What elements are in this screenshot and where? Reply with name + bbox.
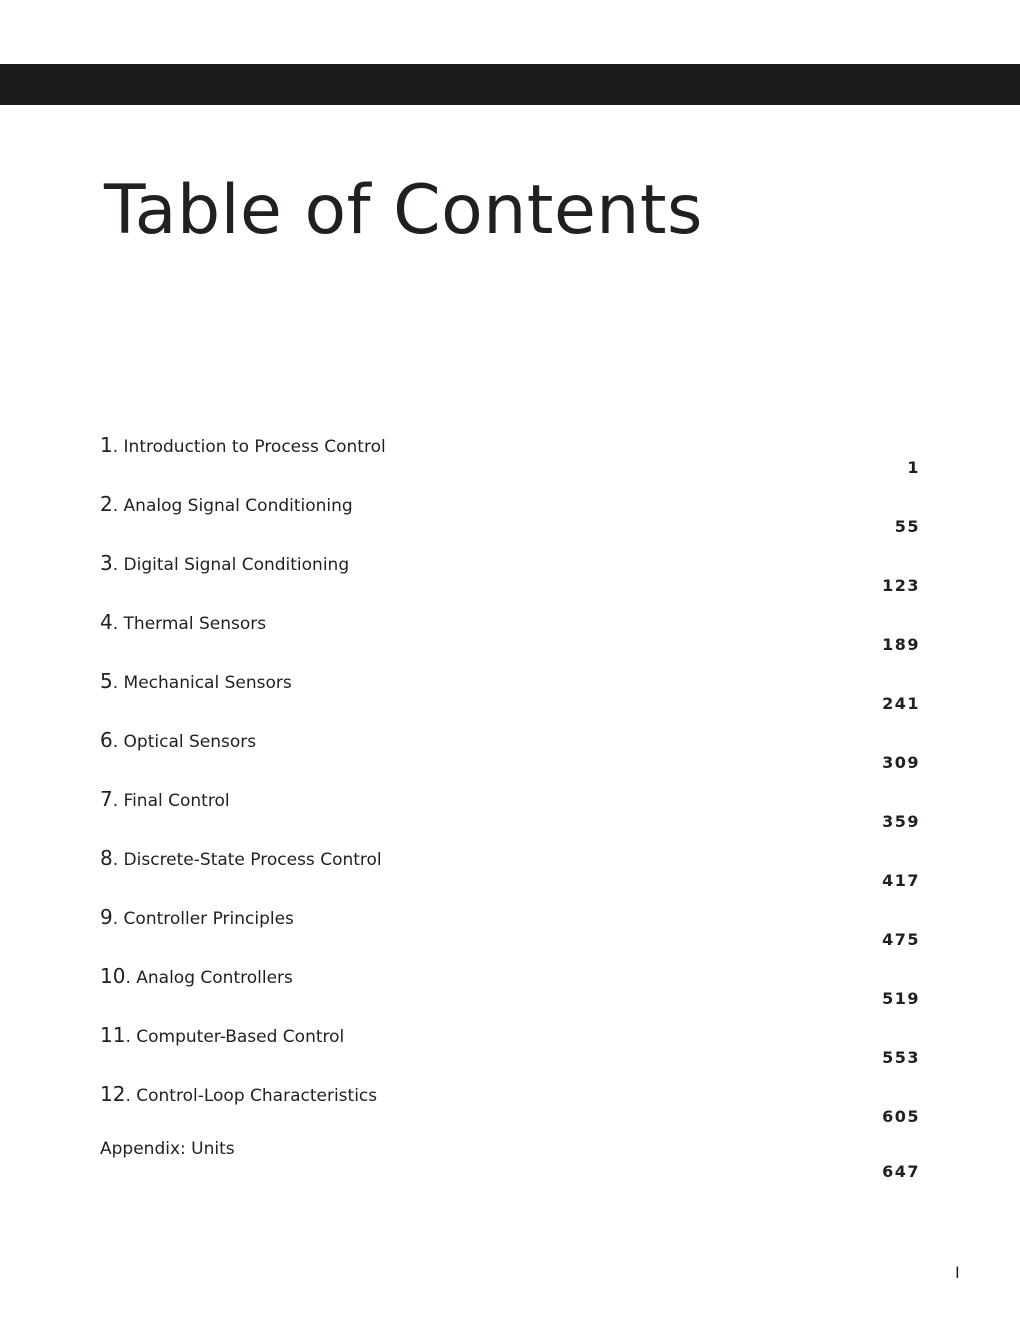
toc-entry-title: 1. Introduction to Process Control <box>100 433 386 457</box>
page-title: Table of Contents <box>104 171 703 250</box>
chapter-title: Optical Sensors <box>123 732 257 752</box>
toc-entry-chapter-7[interactable] <box>0 787 1020 837</box>
chapter-number: 11 <box>100 1023 126 1047</box>
toc-entry-chapter-12[interactable] <box>0 1082 1020 1132</box>
chapter-title: Controller Principles <box>123 909 294 929</box>
chapter-title: Analog Controllers <box>136 968 293 988</box>
chapter-number: 4 <box>100 610 113 634</box>
chapter-title: Discrete-State Process Control <box>123 850 382 870</box>
chapter-number: 6 <box>100 728 113 752</box>
toc-entry-title: 3. Digital Signal Conditioning <box>100 551 350 575</box>
toc-entry-page: 189 <box>882 635 920 654</box>
toc-entry-chapter-4[interactable] <box>0 610 1020 660</box>
appendix-title: Appendix: Units <box>100 1139 235 1159</box>
chapter-title: Final Control <box>123 791 230 811</box>
toc-entry-title: 7. Final Control <box>100 787 230 811</box>
chapter-number: 12 <box>100 1082 126 1106</box>
toc-entry-chapter-10[interactable] <box>0 964 1020 1014</box>
toc-entry-page: 519 <box>882 989 920 1008</box>
toc-entry-title: 6. Optical Sensors <box>100 728 257 752</box>
chapter-title: Thermal Sensors <box>123 614 267 634</box>
chapter-number: 3 <box>100 551 113 575</box>
toc-entry-title: 11. Computer-Based Control <box>100 1023 345 1047</box>
chapter-title: Mechanical Sensors <box>123 673 292 693</box>
chapter-number: 1 <box>100 433 113 457</box>
toc-entry-title: 4. Thermal Sensors <box>100 610 267 634</box>
toc-entry-title: 10. Analog Controllers <box>100 964 293 988</box>
toc-entry-chapter-3[interactable] <box>0 551 1020 601</box>
toc-entry-title: 9. Controller Principles <box>100 905 294 929</box>
chapter-title: Computer-Based Control <box>136 1027 345 1047</box>
chapter-number: 7 <box>100 787 113 811</box>
toc-entry-page: 605 <box>882 1107 920 1126</box>
toc-entry-chapter-2[interactable] <box>0 492 1020 542</box>
toc-entry-page: 123 <box>882 576 920 595</box>
toc-entry-title: 8. Discrete-State Process Control <box>100 846 382 870</box>
toc-entry-title: 5. Mechanical Sensors <box>100 669 292 693</box>
chapter-number: 8 <box>100 846 113 870</box>
toc-entry-page: 1 <box>907 458 920 477</box>
toc-entry-page: 475 <box>882 930 920 949</box>
toc-entry-appendix[interactable] <box>0 1137 1020 1187</box>
chapter-title: Introduction to Process Control <box>123 437 386 457</box>
toc-entry-title: 12. Control-Loop Characteristics <box>100 1082 378 1106</box>
toc-entry-title: 2. Analog Signal Conditioning <box>100 492 353 516</box>
chapter-title: Control-Loop Characteristics <box>136 1086 378 1106</box>
toc-entry-page: 647 <box>882 1162 920 1181</box>
toc-entry-chapter-8[interactable] <box>0 846 1020 896</box>
toc-entry-page: 241 <box>882 694 920 713</box>
chapter-number: 9 <box>100 905 113 929</box>
toc-entry-chapter-5[interactable] <box>0 669 1020 719</box>
toc-entry-page: 417 <box>882 871 920 890</box>
toc-entry-chapter-11[interactable] <box>0 1023 1020 1073</box>
chapter-number: 10 <box>100 964 126 988</box>
toc-entry-chapter-1[interactable] <box>0 433 1020 483</box>
toc-entry-chapter-9[interactable] <box>0 905 1020 955</box>
toc-entry-page: 553 <box>882 1048 920 1067</box>
chapter-title: Digital Signal Conditioning <box>123 555 350 575</box>
page-number: I <box>955 1263 960 1282</box>
toc-entry-chapter-6[interactable] <box>0 728 1020 778</box>
toc-entry-page: 55 <box>894 517 920 536</box>
toc-entry-page: 359 <box>882 812 920 831</box>
chapter-title: Analog Signal Conditioning <box>123 496 353 516</box>
chapter-number: 5 <box>100 669 113 693</box>
toc-entry-page: 309 <box>882 753 920 772</box>
chapter-number: 2 <box>100 492 113 516</box>
